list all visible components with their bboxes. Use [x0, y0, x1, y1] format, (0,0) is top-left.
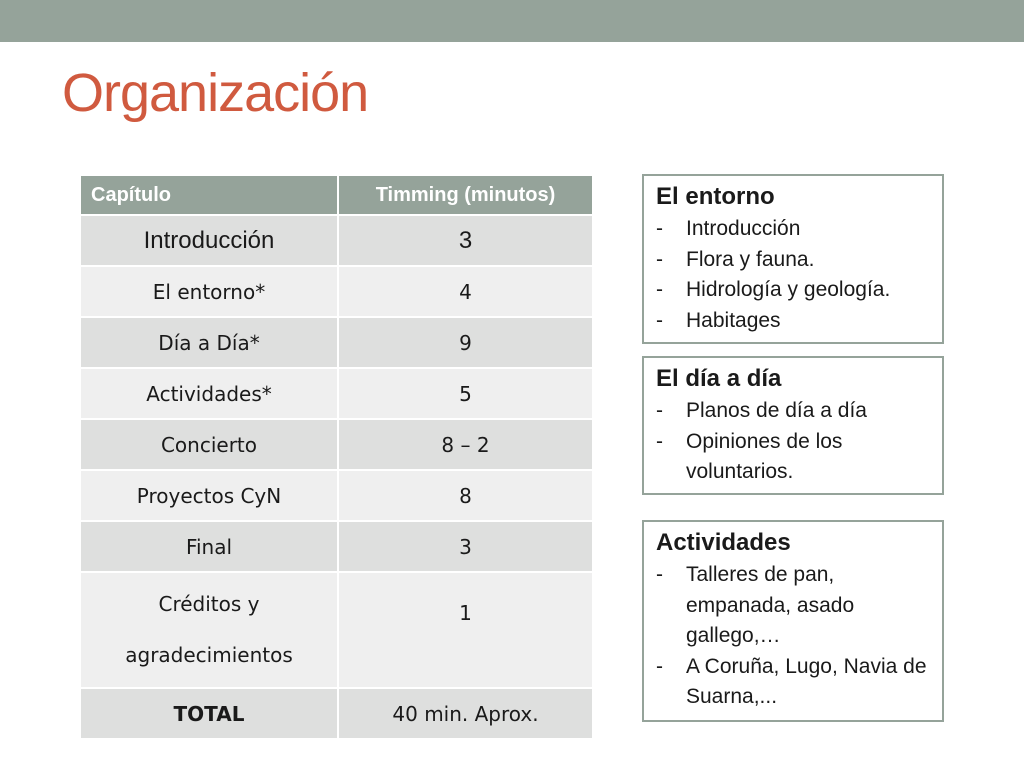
time-cell: 3 — [338, 215, 593, 266]
chapter-cell: Créditos y agradecimientos — [80, 572, 338, 688]
total-label: TOTAL — [80, 688, 338, 739]
table-row — [80, 419, 593, 470]
box-el-entorno — [642, 174, 944, 344]
list-item: - Talleres de pan, empanada, asado gallego,… — [656, 560, 942, 652]
box-title: El día a día — [656, 365, 782, 392]
list-item: - Hidrología y geología. — [656, 275, 942, 306]
top-bar — [0, 0, 1024, 42]
list-item: - Flora y fauna. — [656, 245, 942, 276]
chapter-cell: Actividades* — [80, 368, 338, 419]
chapter-cell: Día a Día* — [80, 317, 338, 368]
table-row — [80, 368, 593, 419]
table-row-total — [80, 688, 593, 739]
box-title: Actividades — [656, 529, 791, 556]
list-item: - A Coruña, Lugo, Navia de Suarna,... — [656, 652, 942, 713]
time-cell: 8 – 2 — [338, 419, 593, 470]
box-list — [656, 396, 942, 488]
list-item: - Introducción — [656, 214, 942, 245]
chapter-cell: El entorno* — [80, 266, 338, 317]
box-title: El entorno — [656, 183, 775, 210]
table-row — [80, 317, 593, 368]
table-row — [80, 572, 593, 688]
table-row — [80, 521, 593, 572]
chapter-cell: Proyectos CyN — [80, 470, 338, 521]
total-value: 40 min. Aprox. — [338, 688, 593, 739]
list-item: - Habitages — [656, 306, 942, 337]
header-timing: Timming (minutos) — [338, 175, 593, 215]
list-item: - Opiniones de los voluntarios. — [656, 427, 942, 488]
box-actividades — [642, 520, 944, 722]
box-list — [656, 560, 942, 713]
time-cell: 3 — [338, 521, 593, 572]
table-row — [80, 470, 593, 521]
table-row — [80, 215, 593, 266]
time-cell: 9 — [338, 317, 593, 368]
table-row — [80, 266, 593, 317]
list-item: - Planos de día a día — [656, 396, 942, 427]
chapter-cell: Concierto — [80, 419, 338, 470]
slide-title: Organización — [62, 63, 369, 123]
chapter-cell: Final — [80, 521, 338, 572]
chapter-cell: Introducción — [80, 215, 338, 266]
schedule-table — [79, 174, 594, 740]
table-header-row — [80, 175, 593, 215]
time-cell: 4 — [338, 266, 593, 317]
time-cell: 1 — [338, 572, 593, 688]
time-cell: 8 — [338, 470, 593, 521]
box-el-dia-a-dia — [642, 356, 944, 495]
header-chapter: Capítulo — [80, 175, 338, 215]
time-cell: 5 — [338, 368, 593, 419]
box-list — [656, 214, 942, 336]
